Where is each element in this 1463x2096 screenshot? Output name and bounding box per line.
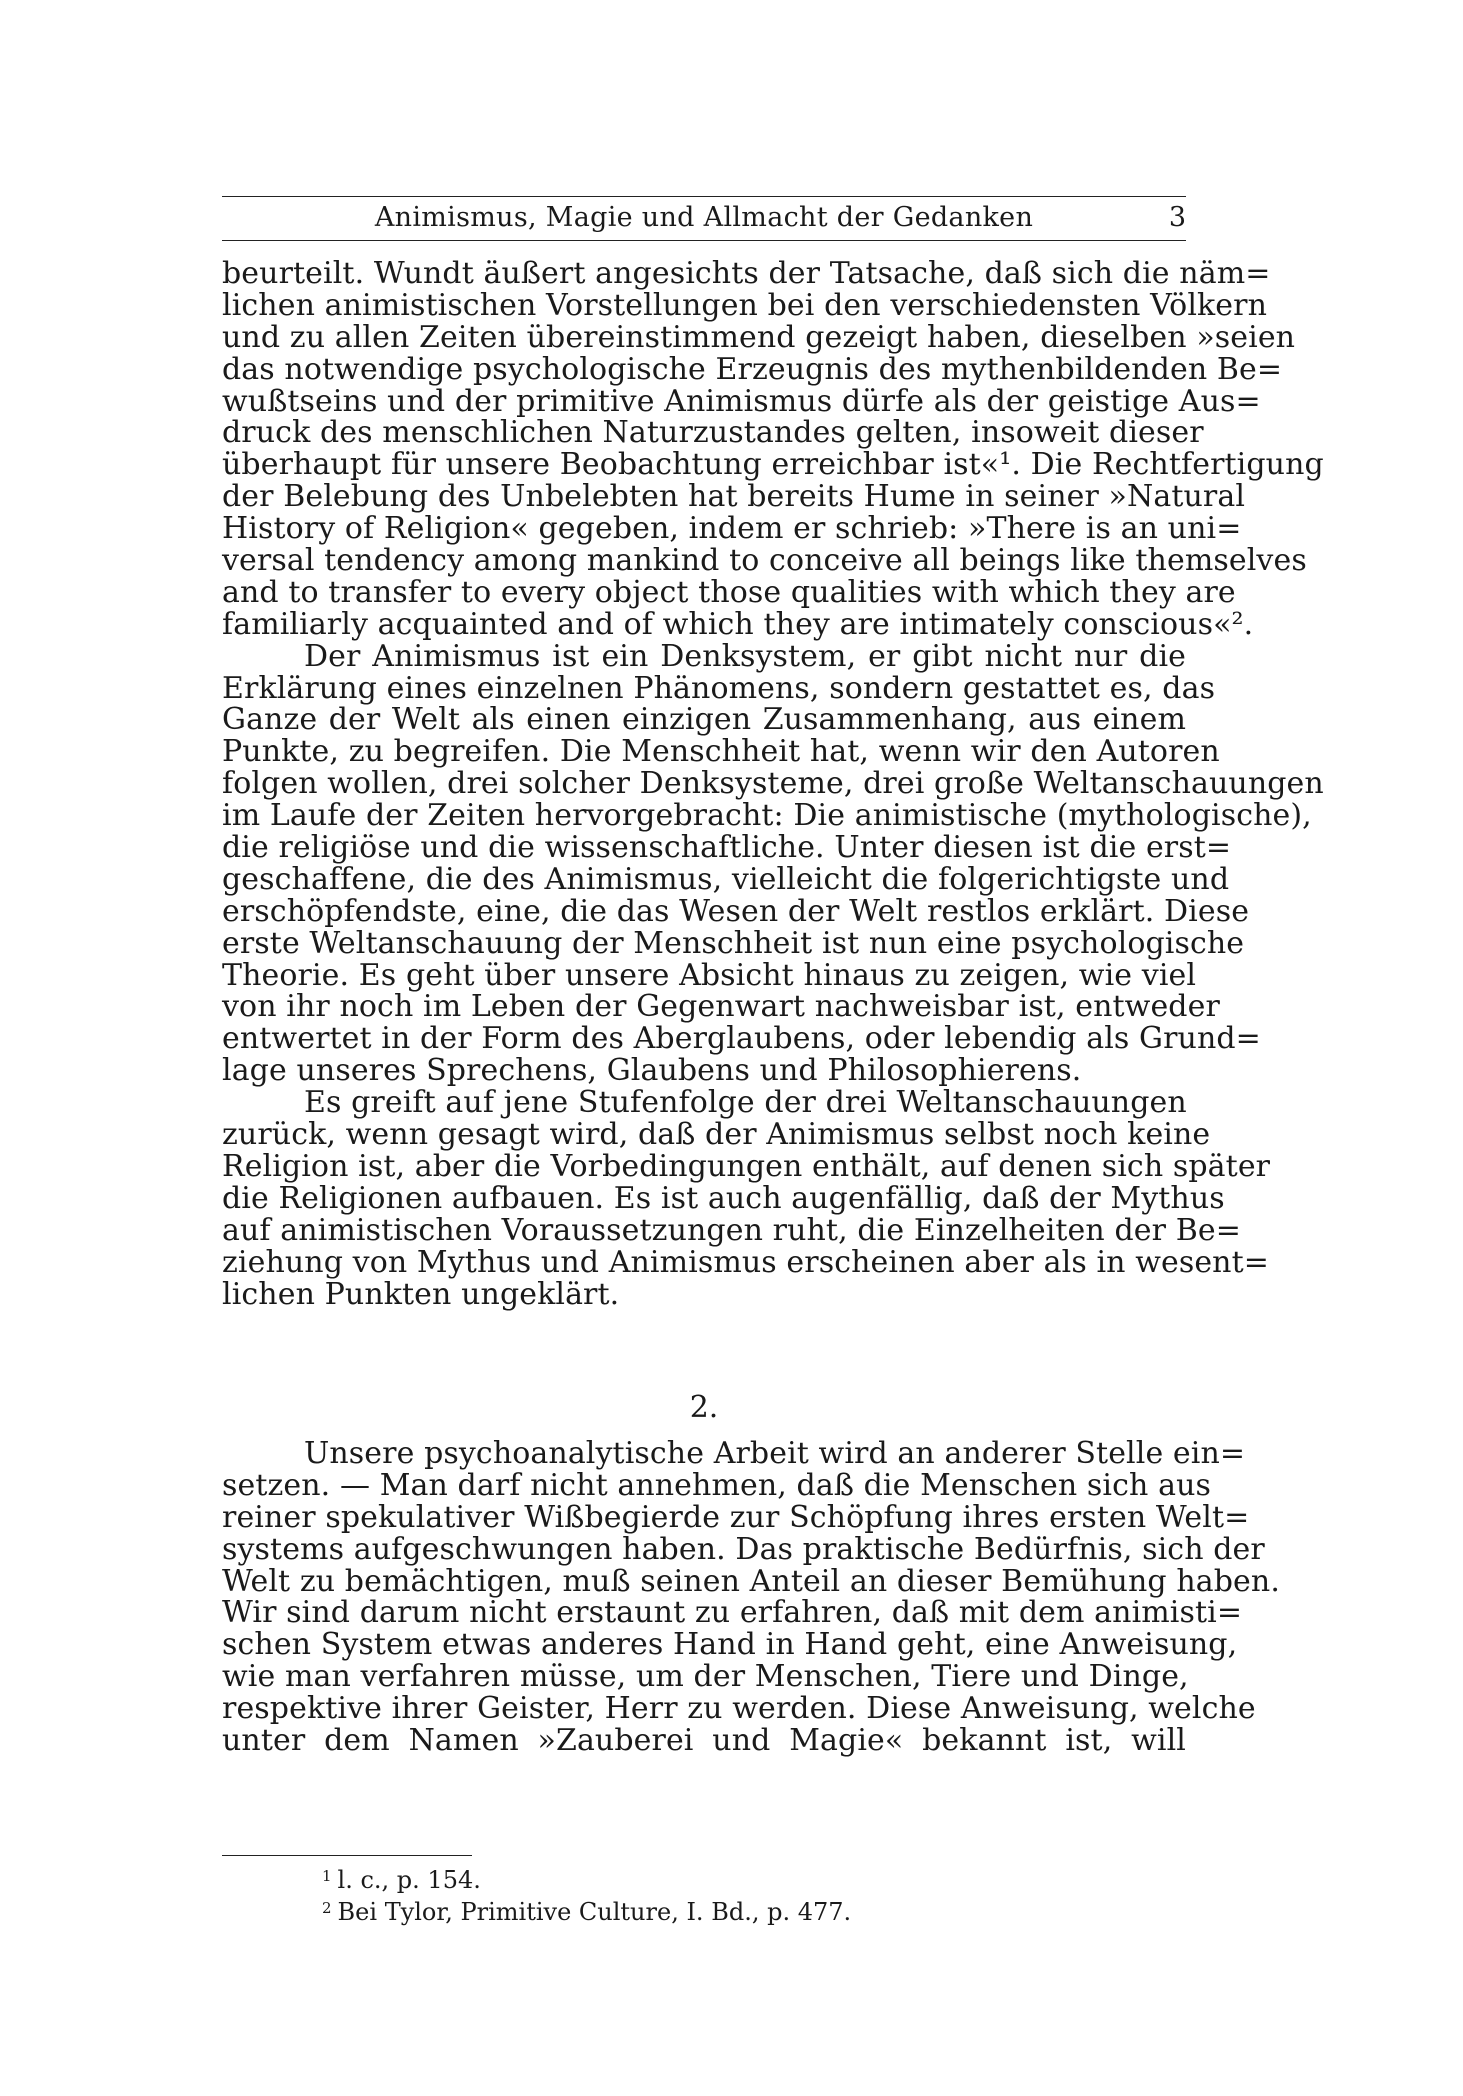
text-line: Welt zu bemächtigen, muß seinen Anteil an dieser Bemühung haben. <box>222 1563 1280 1599</box>
body-text-section-1 <box>222 256 1324 1312</box>
text-line: Ganze der Welt als einen einzigen Zusammenhang, aus einem <box>222 702 1186 738</box>
text-line: Es greift auf jene Stufenfolge der drei Weltanschauungen <box>304 1085 1187 1121</box>
page-number: 3 <box>1168 202 1186 233</box>
text-line: entwertet in der Form des Aberglaubens, oder lebendig als Grund= <box>222 1021 1261 1057</box>
text-line: Erklärung eines einzelnen Phänomens, sondern gestattet es, das <box>222 670 1216 706</box>
text-line: schen System etwas anderes Hand in Hand geht, eine Anweisung, <box>222 1627 1238 1663</box>
text-line: History of Religion« gegeben, indem er schrieb: »There is an uni= <box>222 511 1242 547</box>
text-line: lage unseres Sprechens, Glaubens und Philosophierens. <box>222 1053 1082 1089</box>
footnote <box>322 1894 1182 1926</box>
text-line: lichen animistischen Vorstellungen bei den verschiedensten Völkern <box>222 287 1268 323</box>
text-line: zurück, wenn gesagt wird, daß der Animismus selbst noch keine <box>222 1117 1211 1153</box>
text-line: folgen wollen, drei solcher Denksysteme, drei große Weltanschauungen <box>222 766 1324 802</box>
text-line: systems aufgeschwungen haben. Das praktische Bedürfnis, sich der <box>222 1531 1265 1567</box>
text-line: geschaffene, die des Animismus, vielleicht die folgerichtigste und <box>222 861 1230 897</box>
footnote-rule <box>222 1855 472 1856</box>
footnote-text: Bei Tylor, Primitive Culture, I. Bd., p. 477. <box>337 1898 852 1926</box>
body-text-section-2 <box>222 1436 1280 1759</box>
text-line: die Religionen aufbauen. Es ist auch augenfällig, daß der Mythus <box>222 1180 1225 1216</box>
text-line: wußtseins und der primitive Animismus dürfe als der geistige Aus= <box>222 383 1261 419</box>
text-line: das notwendige psychologische Erzeugnis des mythenbildenden Be= <box>222 351 1283 387</box>
text-line: im Laufe der Zeiten hervorgebracht: Die animistische (mythologische), <box>222 798 1312 834</box>
text-line: setzen. — Man darf nicht annehmen, daß die Menschen sich aus <box>222 1467 1211 1503</box>
text-line: and to transfer to every object those qualities with which they are <box>222 574 1236 610</box>
text-line: Theorie. Es geht über unsere Absicht hinaus zu zeigen, wie viel <box>222 957 1197 993</box>
footnote-text: l. c., p. 154. <box>337 1866 481 1894</box>
text-line: Wir sind darum nicht erstaunt zu erfahren, daß mit dem animisti= <box>222 1595 1243 1631</box>
text-line: von ihr noch im Leben der Gegenwart nachweisbar ist, entweder <box>222 989 1220 1025</box>
text-line: wie man verfahren müsse, um der Menschen, Tiere und Dinge, <box>222 1659 1189 1695</box>
running-header-title: Animismus, Magie und Allmacht der Gedanken <box>374 202 1034 233</box>
text-line: lichen Punkten ungeklärt. <box>222 1276 620 1312</box>
header-rule-top <box>222 196 1186 197</box>
text-line: reiner spekulativer Wißbegierde zur Schöpfung ihres ersten Welt= <box>222 1499 1250 1535</box>
text-line: und zu allen Zeiten übereinstimmend gezeigt haben, dieselben »seien <box>222 319 1296 355</box>
text-line: unter dem Namen »Zauberei und Magie« bekannt ist, will <box>222 1723 1186 1759</box>
text-line: Punkte, zu begreifen. Die Menschheit hat, wenn wir den Autoren <box>222 734 1220 770</box>
footnote-number: 2 <box>322 1899 332 1917</box>
text-line: erste Weltanschauung der Menschheit ist nun eine psychologische <box>222 925 1245 961</box>
text-line: der Belebung des Unbelebten hat bereits Hume in seiner »Natural <box>222 479 1246 515</box>
text-line: respektive ihrer Geister, Herr zu werden. Diese Anweisung, welche <box>222 1691 1256 1727</box>
text-line: erschöpfendste, eine, die das Wesen der Welt restlos erklärt. Diese <box>222 893 1250 929</box>
text-line: die religiöse und die wissenschaftliche. Unter diesen ist die erst= <box>222 830 1232 866</box>
text-line: ziehung von Mythus und Animismus erscheinen aber als in wesent= <box>222 1244 1269 1280</box>
text-line: familiarly acquainted and of which they are intimately conscious«². <box>222 606 1254 642</box>
text-line: auf animistischen Voraussetzungen ruht, die Einzelheiten der Be= <box>222 1212 1241 1248</box>
text-line: Unsere psychoanalytische Arbeit wird an anderer Stelle ein= <box>304 1436 1246 1471</box>
text-line: überhaupt für unsere Beobachtung erreichbar ist«¹. Die Rechtfertigung <box>222 447 1324 483</box>
footnote-number: 1 <box>322 1867 332 1885</box>
text-line: versal tendency among mankind to conceive all beings like themselves <box>222 543 1307 579</box>
section-heading: 2. <box>689 1390 719 1425</box>
text-line: druck des menschlichen Naturzustandes gelten, insoweit dieser <box>222 415 1204 451</box>
footnotes <box>322 1862 1182 1926</box>
text-line: Der Animismus ist ein Denksystem, er gibt nicht nur die <box>304 638 1186 674</box>
footnote <box>322 1862 1182 1894</box>
text-line: beurteilt. Wundt äußert angesichts der Tatsache, daß sich die näm= <box>222 256 1271 291</box>
text-line: Religion ist, aber die Vorbedingungen enthält, auf denen sich später <box>222 1148 1271 1184</box>
header-rule-bottom <box>222 240 1186 241</box>
